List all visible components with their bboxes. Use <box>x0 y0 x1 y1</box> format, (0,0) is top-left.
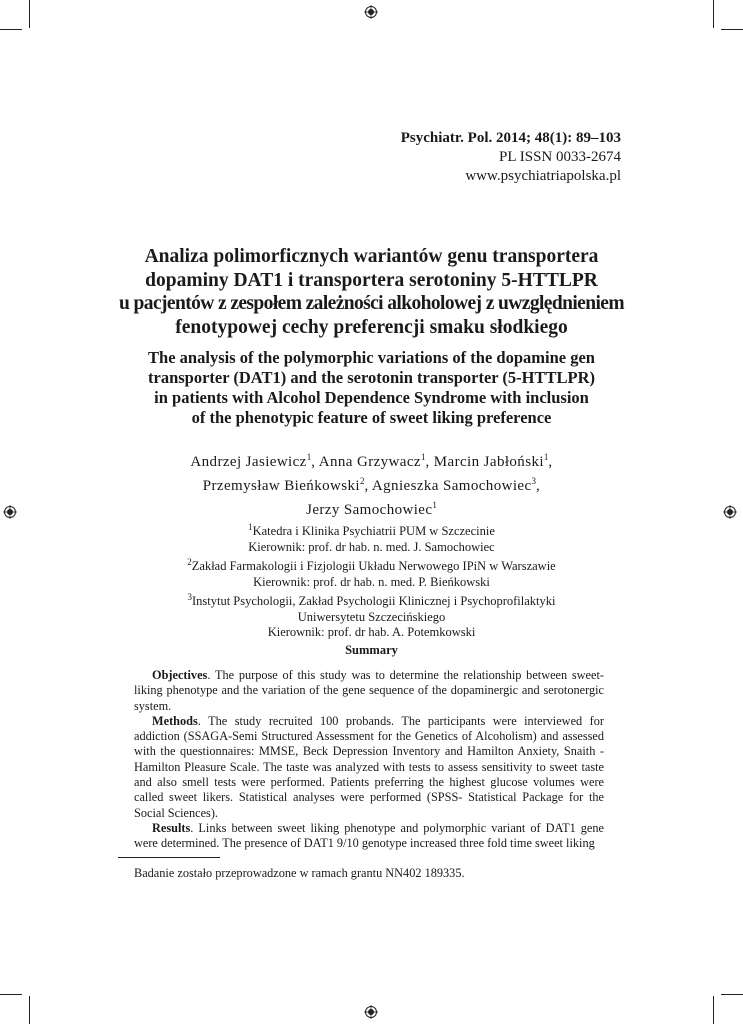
title-polish-line: u pacjentów z zespołem zależności alkoholowej z uwzględnieniem <box>119 293 624 314</box>
author-affiliation-sup: 1 <box>543 452 549 462</box>
crop-mark <box>29 996 30 1024</box>
author-separator: , <box>364 478 372 494</box>
results-text: . Links between sweet liking phenotype and polymorphic variant of DAT1 gene were determined. The presence of DAT1 9/10 genotype increased three fold time sweet liking <box>134 820 604 851</box>
author-affiliation-sup: 1 <box>306 452 312 462</box>
author-name: Jerzy Samochowiec <box>306 502 433 518</box>
crop-mark <box>721 29 743 30</box>
journal-issn: PL ISSN 0033-2674 <box>499 149 621 165</box>
objectives-text: . The purpose of this study was to determine the relationship between sweet-liking phenotype and the variation of the gene sequence of the dopaminergic and serotonergic system. <box>134 668 604 713</box>
affiliation-text: Katedra i Klinika Psychiatrii PUM w Szczecinie <box>252 524 495 539</box>
author-name: Agnieszka Samochowiec <box>371 478 532 494</box>
affiliation-head: Kierownik: prof. dr hab. n. med. J. Samochowiec <box>248 539 495 554</box>
crop-mark <box>713 996 714 1024</box>
title-polish-line: dopaminy DAT1 i transportera serotoniny 5-HTTLPR <box>145 269 598 291</box>
affiliation-number: 2 <box>187 557 192 568</box>
journal-header <box>401 129 621 186</box>
journal-citation: Psychiatr. Pol. 2014; 48(1): 89–103 <box>400 130 621 146</box>
author-affiliation-sup: 2 <box>359 476 365 486</box>
registration-mark-icon <box>723 505 737 519</box>
affiliation-number: 1 <box>248 522 253 532</box>
abstract-body <box>134 668 604 852</box>
registration-mark-icon <box>364 5 378 19</box>
crop-mark <box>0 994 22 995</box>
results-label: Results <box>152 820 191 835</box>
objectives-label: Objectives <box>152 668 208 682</box>
footnote: Badanie zostało przeprowadzone w ramach grantu NN402 189335. <box>134 866 465 880</box>
affiliations <box>150 520 593 641</box>
registration-mark-icon <box>3 505 17 519</box>
author-affiliation-sup: 3 <box>531 476 537 486</box>
title-english-line: transporter (DAT1) and the serotonin transporter (5-HTTLPR) <box>148 368 595 387</box>
abstract-objectives <box>134 668 604 714</box>
author-name: Andrzej Jasiewicz <box>190 454 307 470</box>
title-english-line: of the phenotypic feature of sweet liking preference <box>191 408 552 427</box>
abstract-methods <box>134 714 604 821</box>
affiliation-text: Zakład Farmakologii i Fizjologii Układu Nerwowego IPiN w Warszawie <box>191 559 556 574</box>
methods-text: . The study recruited 100 probands. The participants were interviewed for addiction (SSAGA-Semi Structured Assessment for the Genetics of Alcoholism) and assessed with the questionnaires: MMSE, Beck Depression Inventory and Hamilton Anxiety, Snaith -Hamilton Pleasure Scale. The taste was analyzed with tests to assess sensitivity to sweet taste and also smell tests were performed. Patients preferring the highest glucose volumes were called sweet likers. Statistical analyses were performed (SPSS- Statistical Package for the Social Sciences). <box>134 713 604 820</box>
author-affiliation-sup: 1 <box>420 452 426 462</box>
author-separator: , <box>311 454 319 470</box>
footnote-rule <box>118 857 220 858</box>
title-polish-line: Analiza polimorficznych wariantów genu transportera <box>144 246 599 267</box>
summary-heading: Summary <box>345 643 398 657</box>
author-separator: , <box>425 454 434 470</box>
crop-mark <box>0 29 22 30</box>
abstract-results <box>134 821 604 852</box>
crop-mark <box>713 0 714 28</box>
affiliation-text: Uniwersytetu Szczecińskiego <box>297 609 446 624</box>
crop-mark <box>721 994 743 995</box>
title-english <box>90 348 653 428</box>
author-name: Marcin Jabłoński <box>433 454 544 470</box>
author-list <box>100 448 643 520</box>
affiliation-number: 3 <box>187 592 192 603</box>
author-name: Przemysław Bieńkowski <box>202 478 360 494</box>
author-separator: , <box>548 454 553 470</box>
registration-mark-icon <box>364 1005 378 1019</box>
author-name: Anna Grzywacz <box>318 454 421 470</box>
affiliation-text: Instytut Psychologii, Zakład Psychologii Klinicznej i Psychoprofilaktyki <box>191 594 556 609</box>
journal-website[interactable]: www.psychiatriapolska.pl <box>465 168 621 184</box>
title-polish-line: fenotypowej cechy preferencji smaku słodkiego <box>175 316 568 338</box>
affiliation-head: Kierownik: prof. dr hab. A. Potemkowski <box>267 625 476 640</box>
author-separator: , <box>536 478 541 494</box>
title-english-line: in patients with Alcohol Dependence Syndrome with inclusion <box>154 388 589 407</box>
affiliation-head: Kierownik: prof. dr hab. n. med. P. Bieńkowski <box>253 574 490 589</box>
author-affiliation-sup: 1 <box>432 500 437 510</box>
methods-label: Methods <box>152 713 198 728</box>
title-english-line: The analysis of the polymorphic variations of the dopamine gen <box>148 348 595 367</box>
title-polish <box>60 245 683 339</box>
crop-mark <box>29 0 30 28</box>
